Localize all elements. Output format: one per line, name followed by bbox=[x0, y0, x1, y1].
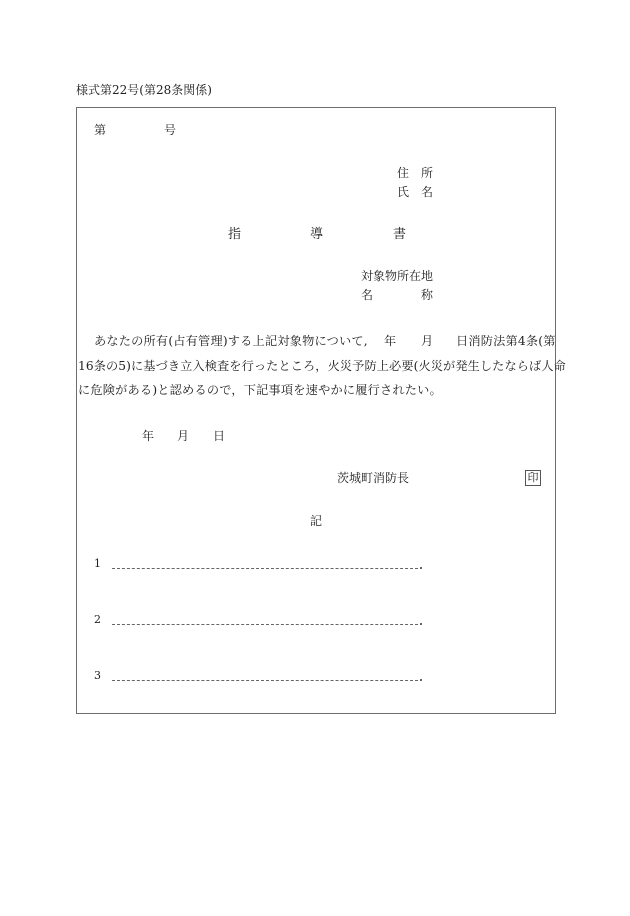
document-title-char-1: 指 bbox=[228, 227, 242, 242]
document-frame bbox=[76, 107, 556, 714]
form-number-label: 様式第22号(第28条関係) bbox=[76, 83, 212, 97]
document-number-prefix: 第 bbox=[94, 123, 107, 137]
seal-mark: 印 bbox=[525, 470, 541, 486]
name-label-2: 名 bbox=[421, 185, 434, 199]
body-text-line-2: 16条の5)に基づき立入検査を行ったところ，火災予防上必要(火災が発生したならば人命 bbox=[78, 359, 566, 373]
date-day: 日 bbox=[213, 429, 226, 443]
date-month: 月 bbox=[177, 429, 190, 443]
notes-heading: 記 bbox=[310, 514, 323, 528]
target-name-label-1: 名 bbox=[361, 288, 374, 302]
document-title-char-3: 書 bbox=[393, 227, 407, 242]
item-number-2: 2 bbox=[94, 613, 101, 626]
item-number-1: 1 bbox=[94, 557, 101, 570]
body-text-line-1b: 日消防法第4条(第 bbox=[456, 334, 556, 348]
address-label-1: 住 bbox=[397, 166, 410, 180]
target-name-label-2: 称 bbox=[421, 288, 434, 302]
body-text-line-1a: あなたの所有(占有管理)する上記対象物について, bbox=[94, 334, 368, 348]
document-number-suffix: 号 bbox=[164, 123, 177, 137]
issuer-title: 茨城町消防長 bbox=[337, 471, 410, 485]
body-text-line-3: に危険がある)と認めるので，下記事項を速やかに履行されたい。 bbox=[78, 383, 442, 397]
date-year: 年 bbox=[142, 429, 155, 443]
item-blank-line-2 bbox=[112, 624, 418, 625]
body-text-month: 月 bbox=[421, 334, 434, 348]
item-blank-line-1 bbox=[112, 568, 418, 569]
name-label-1: 氏 bbox=[397, 185, 410, 199]
document-title-char-2: 導 bbox=[310, 227, 324, 242]
item-blank-line-3 bbox=[112, 680, 418, 681]
body-text-year: 年 bbox=[384, 334, 397, 348]
target-location-label: 対象物所在地 bbox=[361, 269, 434, 283]
address-label-2: 所 bbox=[421, 166, 434, 180]
item-number-3: 3 bbox=[94, 669, 101, 682]
